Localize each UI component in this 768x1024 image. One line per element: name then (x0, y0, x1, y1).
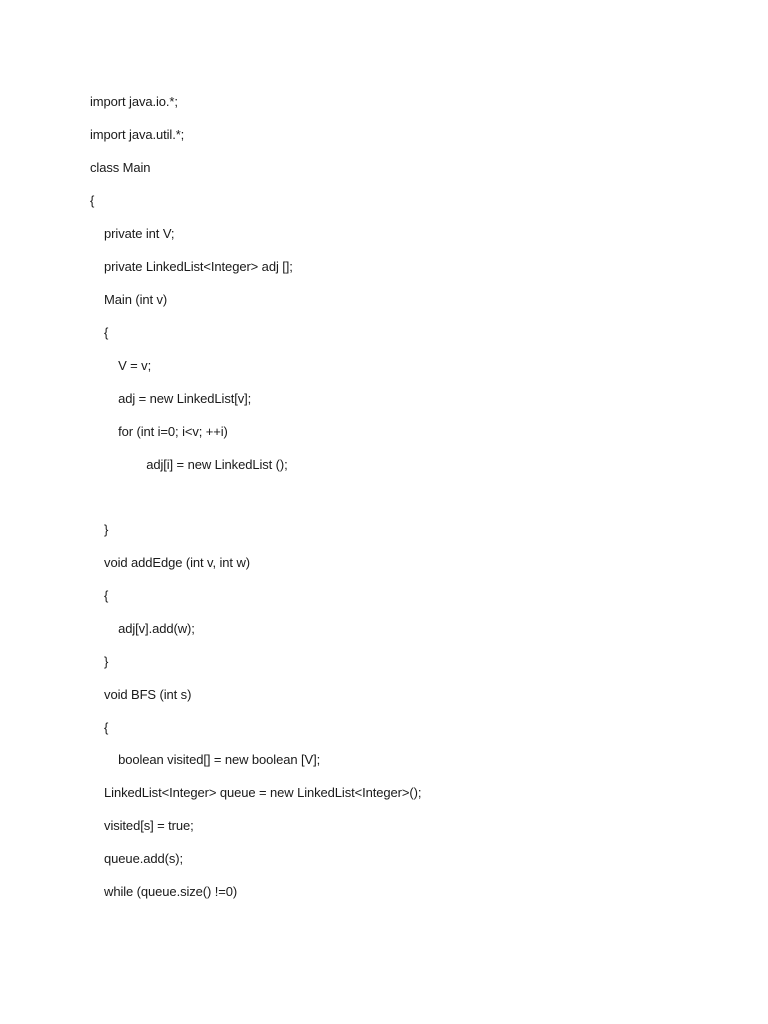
code-line: } (90, 654, 109, 669)
code-line: { (90, 720, 109, 735)
code-line: for (int i=0; i<v; ++i) (90, 424, 228, 439)
code-line: LinkedList<Integer> queue = new LinkedList<Integer>(); (90, 785, 422, 800)
code-line: adj[i] = new LinkedList (); (90, 457, 288, 472)
code-line: } (90, 522, 109, 537)
code-line: boolean visited[] = new boolean [V]; (90, 752, 321, 767)
code-line: import java.io.*; (90, 94, 178, 109)
code-line: class Main (90, 160, 151, 175)
code-line: { (90, 193, 95, 208)
code-line: private LinkedList<Integer> adj []; (90, 259, 293, 274)
code-line: queue.add(s); (90, 851, 183, 866)
code-line: import java.util.*; (90, 127, 185, 142)
code-line: { (90, 588, 109, 603)
code-line: void BFS (int s) (90, 687, 192, 702)
code-line: adj[v].add(w); (90, 621, 195, 636)
code-line: visited[s] = true; (90, 818, 194, 833)
code-line: while (queue.size() !=0) (90, 884, 238, 899)
code-line: Main (int v) (90, 292, 168, 307)
code-line: void addEdge (int v, int w) (90, 555, 250, 570)
code-line: adj = new LinkedList[v]; (90, 391, 252, 406)
code-line: private int V; (90, 226, 175, 241)
code-line: { (90, 325, 109, 340)
code-line: V = v; (90, 358, 152, 373)
